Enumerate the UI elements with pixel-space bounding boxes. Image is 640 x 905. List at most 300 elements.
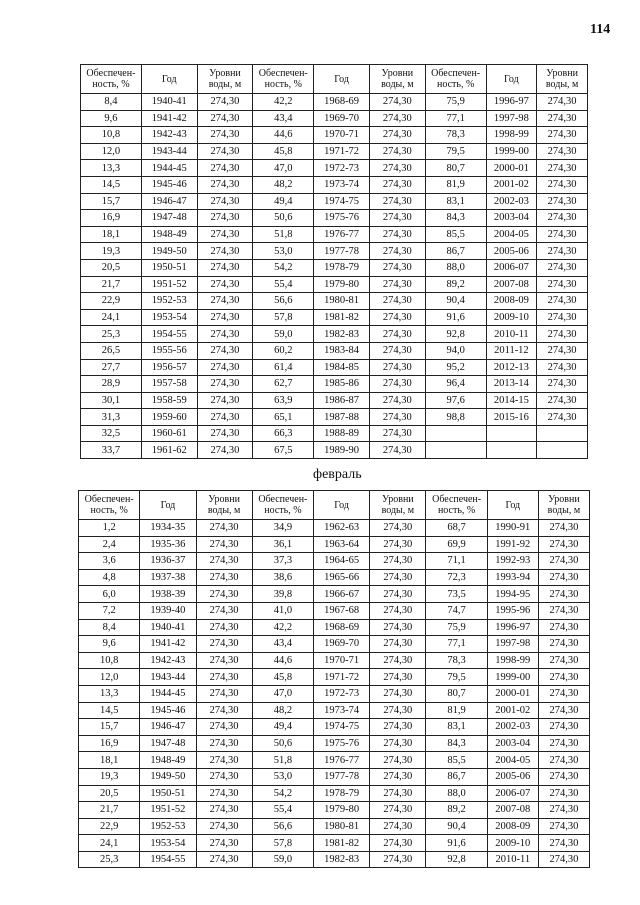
table-cell: 274,30 [370,619,426,636]
table-cell: 1980-81 [314,293,370,310]
table-cell: 84,3 [426,735,487,752]
table-cell: 2001-02 [486,176,537,193]
table-cell: 1948-49 [140,752,196,769]
table-row [81,409,588,426]
table-cell: 83,1 [425,193,486,210]
table-cell: 274,30 [197,160,253,177]
table-cell [425,442,486,459]
table-cell: 274,30 [197,342,253,359]
table-cell: 274,30 [369,342,425,359]
table-cell: 2006-07 [487,785,538,802]
table-cell: 274,30 [196,652,252,669]
table-cell: 27,7 [81,359,142,376]
table-cell: 274,30 [370,818,426,835]
table-cell: 50,6 [252,735,313,752]
table-cell: 274,30 [370,652,426,669]
table-cell: 81,9 [425,176,486,193]
table-cell: 274,30 [369,309,425,326]
table-cell: 9,6 [79,636,140,653]
table-cell: 274,30 [537,409,588,426]
table-cell: 68,7 [426,520,487,537]
table-cell: 1939-40 [140,602,196,619]
table-cell: 1989-90 [314,442,370,459]
table-cell: 13,3 [81,160,142,177]
table-header-row [79,491,590,520]
table-cell: 274,30 [196,536,252,553]
table-cell: 1963-64 [314,536,370,553]
table-cell: 43,4 [252,636,313,653]
table-cell: 1950-51 [140,785,196,802]
table-cell: 274,30 [197,409,253,426]
table-cell: 2012-13 [486,359,537,376]
table-cell: 2014-15 [486,392,537,409]
table-cell: 274,30 [369,359,425,376]
table-cell: 1968-69 [314,619,370,636]
table-cell: 274,30 [538,685,589,702]
table-cell: 77,1 [426,636,487,653]
table-cell: 12,0 [79,669,140,686]
table-cell: 274,30 [369,127,425,144]
table-cell: 274,30 [370,636,426,653]
table-cell: 274,30 [197,243,253,260]
table-cell: 2006-07 [486,259,537,276]
table-cell: 274,30 [369,176,425,193]
table-cell: 2007-08 [487,802,538,819]
table-row [81,210,588,227]
table-cell: 98,8 [425,409,486,426]
table-cell: 1977-78 [314,768,370,785]
table-cell: 1979-80 [314,802,370,819]
table-cell: 274,30 [369,210,425,227]
table-cell: 274,30 [197,376,253,393]
table-cell: 274,30 [196,785,252,802]
table-row [81,392,588,409]
table-cell: 274,30 [369,425,425,442]
table-cell: 85,5 [426,752,487,769]
table-row [79,619,590,636]
table-cell: 7,2 [79,602,140,619]
table-cell: 274,30 [196,735,252,752]
table-cell: 1971-72 [314,143,370,160]
table-cell: 61,4 [253,359,314,376]
table-cell: 1938-39 [140,586,196,603]
table-cell: 1978-79 [314,785,370,802]
table-cell: 75,9 [425,94,486,111]
table-cell: 1949-50 [141,243,197,260]
table-cell: 1971-72 [314,669,370,686]
table-cell: 1969-70 [314,110,370,127]
table-cell: 2002-03 [487,719,538,736]
table-cell: 1988-89 [314,425,370,442]
table-row [79,685,590,702]
table-cell: 274,30 [197,442,253,459]
table-cell: 2010-11 [487,851,538,868]
table-cell: 274,30 [538,818,589,835]
table-cell: 44,6 [252,652,313,669]
table-cell: 71,1 [426,553,487,570]
table-cell: 274,30 [196,586,252,603]
table-row [79,520,590,537]
table-cell: 88,0 [426,785,487,802]
table-cell: 2010-11 [486,326,537,343]
table-cell: 57,8 [252,835,313,852]
table-cell: 274,30 [369,143,425,160]
table-cell: 274,30 [369,259,425,276]
table-cell: 1997-98 [487,636,538,653]
table-cell: 274,30 [537,342,588,359]
table-cell: 51,8 [252,752,313,769]
table-cell: 19,3 [79,768,140,785]
table-row [79,669,590,686]
table-cell: 274,30 [369,442,425,459]
table-cell [425,425,486,442]
table-cell: 2009-10 [486,309,537,326]
table-cell: 1970-71 [314,127,370,144]
table-cell: 1961-62 [141,442,197,459]
table-row [79,569,590,586]
table-cell: 91,6 [425,309,486,326]
table-cell: 2002-03 [486,193,537,210]
table-cell: 54,2 [252,785,313,802]
table-cell: 3,6 [79,553,140,570]
table-cell: 1993-94 [487,569,538,586]
table-cell: 1946-47 [140,719,196,736]
table-cell: 96,4 [425,376,486,393]
column-header: Год [314,491,370,520]
table-cell: 1954-55 [140,851,196,868]
table-cell: 1973-74 [314,702,370,719]
table-cell: 274,30 [538,785,589,802]
table-cell: 1986-87 [314,392,370,409]
table-cell: 92,8 [425,326,486,343]
table-cell: 14,5 [79,702,140,719]
table-row [81,143,588,160]
table-cell: 1952-53 [141,293,197,310]
table-cell: 24,1 [81,309,142,326]
table-row [81,243,588,260]
table-cell: 10,8 [79,652,140,669]
water-level-table-january [80,64,588,459]
table-cell: 274,30 [196,719,252,736]
table-cell: 20,5 [79,785,140,802]
table-cell: 43,4 [253,110,314,127]
table-cell: 1964-65 [314,553,370,570]
table-cell: 80,7 [425,160,486,177]
column-header: Год [314,65,370,94]
table-cell: 78,3 [426,652,487,669]
table-cell: 25,3 [79,851,140,868]
table-cell: 1936-37 [140,553,196,570]
table-cell: 274,30 [537,127,588,144]
table-cell: 53,0 [253,243,314,260]
table-cell: 274,30 [538,735,589,752]
table-cell: 274,30 [197,193,253,210]
table-row [81,94,588,111]
table-cell: 47,0 [253,160,314,177]
table-cell: 74,7 [426,602,487,619]
table-cell: 36,1 [252,536,313,553]
table-cell: 274,30 [369,110,425,127]
table-cell: 1952-53 [140,818,196,835]
column-header: Год [487,491,538,520]
table-cell: 274,30 [370,702,426,719]
table-cell: 274,30 [197,359,253,376]
table-cell: 97,6 [425,392,486,409]
table-cell: 274,30 [196,553,252,570]
table-cell: 274,30 [197,110,253,127]
table-cell: 274,30 [369,193,425,210]
table-cell: 274,30 [538,835,589,852]
table-cell: 89,2 [426,802,487,819]
table-cell: 274,30 [370,586,426,603]
table-cell: 60,2 [253,342,314,359]
table-cell: 1948-49 [141,226,197,243]
table-cell: 2009-10 [487,835,538,852]
table-cell: 1972-73 [314,685,370,702]
table-cell: 10,8 [81,127,142,144]
table-cell: 47,0 [252,685,313,702]
table-cell: 83,1 [426,719,487,736]
table-cell: 6,0 [79,586,140,603]
table-row [79,818,590,835]
table-cell: 274,30 [370,735,426,752]
table-row [81,160,588,177]
table-cell: 21,7 [81,276,142,293]
table-cell: 57,8 [253,309,314,326]
table-cell: 16,9 [81,210,142,227]
table-cell: 274,30 [196,619,252,636]
table-cell: 12,0 [81,143,142,160]
table-cell: 274,30 [197,309,253,326]
table-cell: 274,30 [369,160,425,177]
table-cell: 274,30 [196,702,252,719]
table-cell: 1942-43 [140,652,196,669]
table-row [81,276,588,293]
table-cell: 274,30 [537,259,588,276]
table-row [79,768,590,785]
table-cell: 274,30 [537,326,588,343]
table-cell: 274,30 [537,359,588,376]
table-cell: 1969-70 [314,636,370,653]
table-row [79,851,590,868]
table-cell: 1947-48 [141,210,197,227]
table-cell: 1934-35 [140,520,196,537]
table-cell: 53,0 [252,768,313,785]
table-cell: 274,30 [537,392,588,409]
table-cell: 8,4 [79,619,140,636]
table-cell: 63,9 [253,392,314,409]
table-cell: 1960-61 [141,425,197,442]
table-row [79,702,590,719]
table-header-row [81,65,588,94]
column-header: Год [141,65,197,94]
table-cell: 2004-05 [486,226,537,243]
table-row [81,226,588,243]
table-cell: 274,30 [370,520,426,537]
table-cell: 26,5 [81,342,142,359]
table-cell: 274,30 [370,802,426,819]
table-cell: 69,9 [426,536,487,553]
table-cell: 1994-95 [487,586,538,603]
table-cell: 1,2 [79,520,140,537]
table-row [79,719,590,736]
column-header: Год [140,491,196,520]
table-cell: 274,30 [369,409,425,426]
table-cell: 42,2 [253,94,314,111]
table-cell: 1946-47 [141,193,197,210]
table-cell: 274,30 [370,851,426,868]
table-cell: 49,4 [252,719,313,736]
table-cell: 85,5 [425,226,486,243]
table-cell: 274,30 [370,835,426,852]
table-cell: 274,30 [196,768,252,785]
table-cell: 55,4 [253,276,314,293]
table-cell: 2001-02 [487,702,538,719]
table-cell: 274,30 [538,636,589,653]
table-cell: 274,30 [197,392,253,409]
table-cell: 38,6 [252,569,313,586]
table-cell: 39,8 [252,586,313,603]
table-row [79,735,590,752]
table-cell: 1951-52 [140,802,196,819]
table-cell: 50,6 [253,210,314,227]
table-cell: 274,30 [370,569,426,586]
table-cell: 274,30 [197,226,253,243]
table-cell: 1945-46 [140,702,196,719]
table-cell: 1990-91 [487,520,538,537]
table-cell: 59,0 [253,326,314,343]
table-cell: 25,3 [81,326,142,343]
table-cell: 274,30 [538,652,589,669]
table-cell: 274,30 [370,785,426,802]
table-cell: 274,30 [370,752,426,769]
table-cell: 274,30 [369,226,425,243]
table-cell: 274,30 [538,619,589,636]
table-cell: 86,7 [426,768,487,785]
table-cell: 274,30 [197,127,253,144]
table-cell: 274,30 [537,110,588,127]
table-cell: 274,30 [369,276,425,293]
table-cell: 274,30 [197,293,253,310]
table-cell: 274,30 [538,768,589,785]
table-cell: 32,5 [81,425,142,442]
table-cell: 34,9 [252,520,313,537]
table-cell: 274,30 [537,176,588,193]
table-cell: 48,2 [253,176,314,193]
table-cell: 86,7 [425,243,486,260]
table-row [81,376,588,393]
table-cell: 1955-56 [141,342,197,359]
table-cell: 274,30 [197,326,253,343]
table-cell: 1997-98 [486,110,537,127]
table-cell: 67,5 [253,442,314,459]
table-cell: 56,6 [252,818,313,835]
table-cell: 45,8 [252,669,313,686]
table-cell: 18,1 [81,226,142,243]
table-cell: 1954-55 [141,326,197,343]
table-cell: 274,30 [538,719,589,736]
table-cell: 24,1 [79,835,140,852]
column-header: Обеспечен-ность, % [252,491,313,520]
column-header: Обеспечен-ность, % [81,65,142,94]
table-cell: 51,8 [253,226,314,243]
table-cell: 1965-66 [314,569,370,586]
table-cell: 84,3 [425,210,486,227]
table-cell: 2000-01 [487,685,538,702]
table-cell: 274,30 [196,851,252,868]
table-cell: 274,30 [537,160,588,177]
table-cell: 22,9 [81,293,142,310]
table-cell: 80,7 [426,685,487,702]
table-cell: 90,4 [425,293,486,310]
table-cell: 1937-38 [140,569,196,586]
table-cell: 274,30 [538,752,589,769]
table-cell: 274,30 [537,226,588,243]
table-cell [486,425,537,442]
table-cell: 1968-69 [314,94,370,111]
table-cell: 2003-04 [486,210,537,227]
table-cell: 2013-14 [486,376,537,393]
table-cell: 16,9 [79,735,140,752]
table-cell: 274,30 [537,376,588,393]
table-cell: 1995-96 [487,602,538,619]
table-cell: 274,30 [370,719,426,736]
table-row [79,785,590,802]
table-cell: 62,7 [253,376,314,393]
table-cell: 31,3 [81,409,142,426]
table-cell: 274,30 [537,293,588,310]
table-cell: 2015-16 [486,409,537,426]
table-cell: 1950-51 [141,259,197,276]
table-cell: 274,30 [196,602,252,619]
table-cell: 1962-63 [314,520,370,537]
table-cell: 19,3 [81,243,142,260]
table-row [79,602,590,619]
column-header: Уровни воды, м [370,491,426,520]
table-row [81,259,588,276]
table-cell: 1978-79 [314,259,370,276]
table-cell [486,442,537,459]
table-cell: 92,8 [426,851,487,868]
table-cell: 75,9 [426,619,487,636]
table-cell: 1977-78 [314,243,370,260]
table-cell: 72,3 [426,569,487,586]
table-cell: 77,1 [425,110,486,127]
table-cell: 274,30 [196,636,252,653]
table-cell: 274,30 [370,768,426,785]
table-cell: 274,30 [538,553,589,570]
table-cell: 1940-41 [141,94,197,111]
table-cell: 54,2 [253,259,314,276]
table-cell: 81,9 [426,702,487,719]
table-cell: 9,6 [81,110,142,127]
table-cell: 1999-00 [487,669,538,686]
table-cell: 1985-86 [314,376,370,393]
table-cell: 1976-77 [314,752,370,769]
table-row [79,652,590,669]
table-cell: 2000-01 [486,160,537,177]
table-cell: 1982-83 [314,326,370,343]
table-cell: 15,7 [81,193,142,210]
table-cell: 274,30 [196,752,252,769]
table-cell: 2,4 [79,536,140,553]
table-cell: 4,8 [79,569,140,586]
table-cell: 1935-36 [140,536,196,553]
table-cell: 274,30 [538,802,589,819]
table-row [81,309,588,326]
table-cell: 21,7 [79,802,140,819]
table-cell: 1949-50 [140,768,196,785]
